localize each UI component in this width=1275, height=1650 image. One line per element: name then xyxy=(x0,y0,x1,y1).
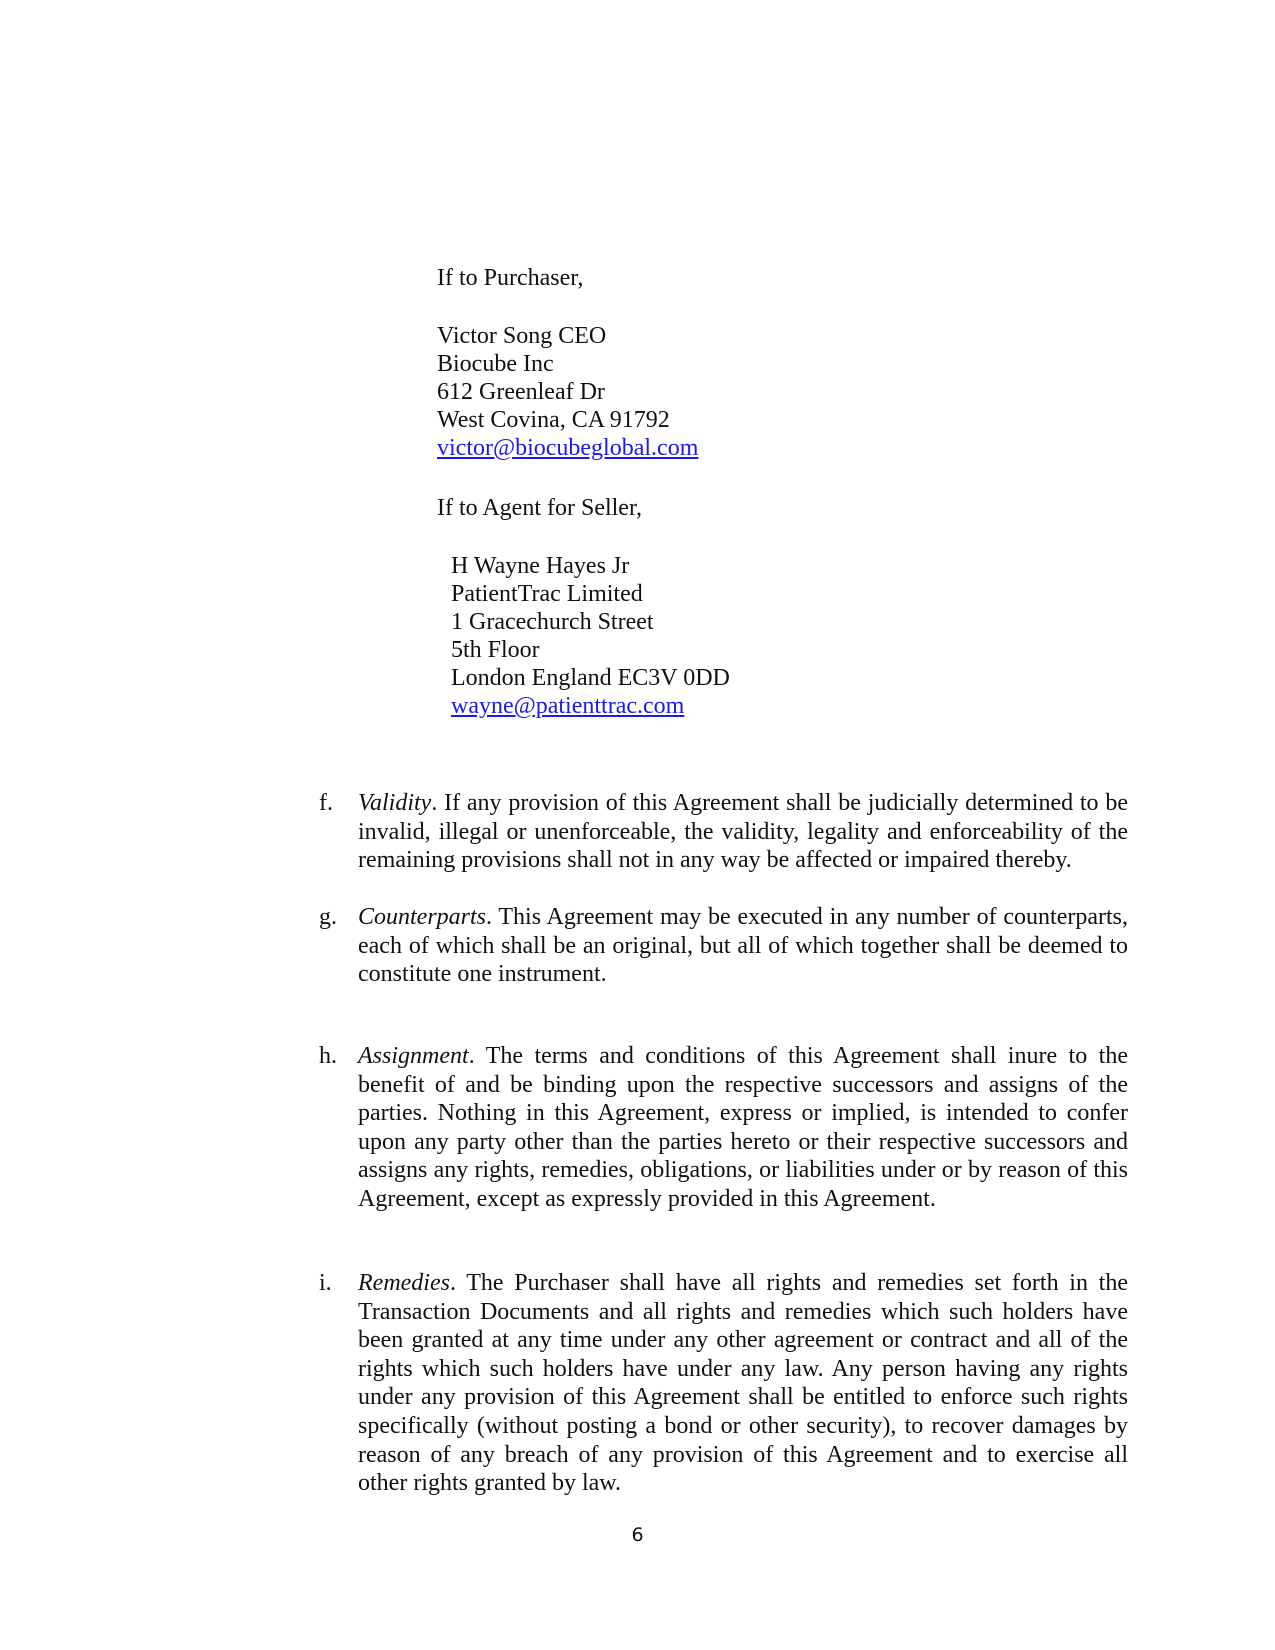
seller-company: PatientTrac Limited xyxy=(451,581,643,607)
section-f-heading: Validity xyxy=(358,790,432,816)
seller-street: 1 Gracechurch Street xyxy=(451,609,654,635)
purchaser-email[interactable] xyxy=(437,434,698,462)
section-i-heading: Remedies xyxy=(358,1270,450,1296)
page-number: 6 xyxy=(631,1524,644,1546)
section-h-paragraph: Assignment. The terms and conditions of this Agreement shall inure to the benefit of and be binding upon the respective successors and assigns of the parties. Nothing in this Agreement, express or implied, is intended to confer upon any party other than the parties hereto or their respective successors and assigns any rights, remedies, obligations, or liabilities under or by reason of this Agreement, except as expressly provided in this Agreement. xyxy=(358,1043,1128,1212)
section-f-text: If any provision of this Agreement shall be judicially determined to be invalid, illegal or unenforceable, the validity, legality and enforceability of the remaining provisions shall not in any way be affected or impaired thereby. xyxy=(358,790,1128,874)
section-g-heading: Counterparts xyxy=(358,904,487,930)
purchaser-company: Biocube Inc xyxy=(437,351,554,377)
section-i-paragraph: Remedies. The Purchaser shall have all rights and remedies set forth in the Transaction Documents and all rights and remedies which such holders have been granted at any time under any other agreement or contract and all of the rights which such holders have under any law. Any person having any rights under any provision of this Agreement shall be entitled to enforce such rights specifically (without posting a bond or other security), to recover damages by reason of any breach of any provision of this Agreement and to exercise all other rights granted by law. xyxy=(358,1270,1128,1497)
section-g-marker: g. xyxy=(319,904,337,930)
seller-name: H Wayne Hayes Jr xyxy=(451,553,630,579)
seller-email[interactable] xyxy=(451,692,684,720)
purchaser-name: Victor Song CEO xyxy=(437,323,607,349)
section-h-heading: Assignment xyxy=(358,1043,469,1069)
section-i-marker: i. xyxy=(319,1270,332,1296)
section-f-paragraph: Validity. If any provision of this Agreement shall be judicially determined to be invalid, illegal or unenforceable, the validity, legality and enforceability of the remaining provisions shall not in any way be affected or impaired thereby. xyxy=(358,790,1128,874)
section-f-marker: f. xyxy=(319,790,333,816)
seller-city: London England EC3V 0DD xyxy=(451,665,730,691)
purchaser-city: West Covina, CA 91792 xyxy=(437,407,670,433)
seller-floor: 5th Floor xyxy=(451,637,540,663)
seller-intro: If to Agent for Seller, xyxy=(437,495,642,521)
purchaser-intro: If to Purchaser, xyxy=(437,265,584,291)
section-h-marker: h. xyxy=(319,1043,337,1069)
purchaser-street: 612 Greenleaf Dr xyxy=(437,379,605,405)
purchaser-email-link[interactable]: victor@biocubeglobal.com xyxy=(437,435,699,461)
section-g-paragraph: Counterparts. This Agreement may be executed in any number of counterparts, each of which shall be an original, but all of which together shall be deemed to constitute one instrument. xyxy=(358,904,1129,988)
section-h-text: The terms and conditions of this Agreement shall inure to the benefit of and be binding upon the respective successors and assigns of the parties. Nothing in this Agreement, express or implied, is intended to confer upon any party other than the parties hereto or their respective successors and assigns any rights, remedies, obligations, or liabilities under or by reason of this Agreement, except as expressly provided in this Agreement. xyxy=(358,1043,1128,1212)
seller-email-link[interactable]: wayne@patienttrac.com xyxy=(451,693,685,719)
section-g-text: This Agreement may be executed in any number of counterparts, each of which shall be an original, but all of which together shall be deemed to constitute one instrument. xyxy=(358,904,1129,988)
section-i-text: The Purchaser shall have all rights and remedies set forth in the Transaction Documents and all rights and remedies which such holders have been granted at any time under any other agreement or contract and all of the rights which such holders have under any law. Any person having any rights under any provision of this Agreement shall be entitled to enforce such rights specifically (without posting a bond or other security), to recover damages by reason of any breach of any provision of this Agreement and to exercise all other rights granted by law. xyxy=(358,1270,1128,1497)
